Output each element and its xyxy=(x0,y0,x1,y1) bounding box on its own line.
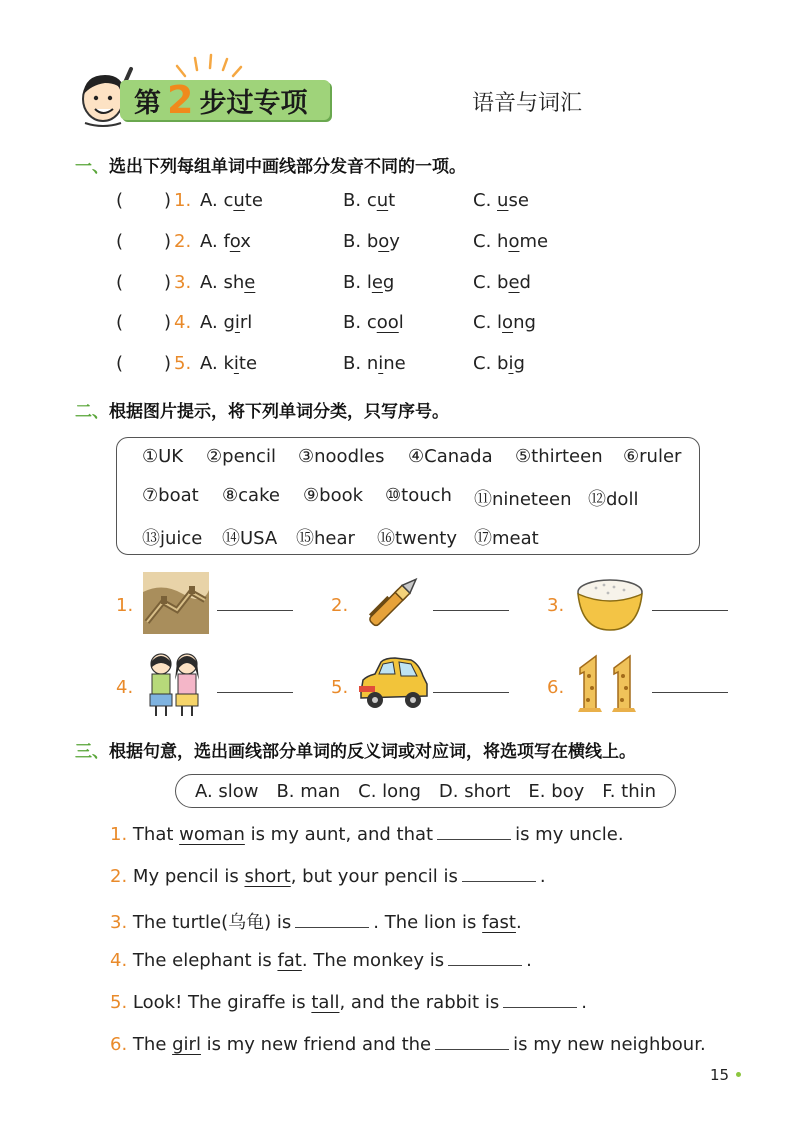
answer-paren-close: ) xyxy=(164,190,172,211)
word-item: ⑥ruler xyxy=(623,446,682,467)
answer-blank-line[interactable] xyxy=(448,964,522,966)
word-item: ⑯twenty xyxy=(377,528,457,549)
answer-paren-close: ) xyxy=(164,312,172,333)
step-prefix: 第 xyxy=(134,87,161,119)
option-b: B. nine xyxy=(343,353,406,374)
picture-label: 3. xyxy=(547,595,565,616)
word-item: ⑰meat xyxy=(474,528,539,549)
word-item: ⑦boat xyxy=(142,485,199,506)
section2-title-text: 根据图片提示，将下列单词分类，只写序号。 xyxy=(109,402,449,422)
step-banner xyxy=(120,80,330,120)
option-a: A. fox xyxy=(200,231,251,252)
word-item: ④Canada xyxy=(408,446,493,467)
sentence-row: 6. The girl is my new friend and the is my new neighbour. xyxy=(110,1034,706,1055)
option-b: B. boy xyxy=(343,231,400,252)
question-number: 2. xyxy=(174,231,192,252)
answer-paren-close: ) xyxy=(164,272,172,293)
rice-bowl-icon xyxy=(574,572,646,634)
car-icon xyxy=(355,656,431,712)
section2-marker: 二、 xyxy=(75,402,109,422)
option-a: A. girl xyxy=(200,312,253,333)
answer-blank-line[interactable] xyxy=(433,692,509,693)
question-number: 4. xyxy=(174,312,192,333)
section1-title-text: 选出下列每组单词中画线部分发音不同的一项。 xyxy=(109,157,466,177)
sentence-row: 1. That woman is my aunt, and that is my uncle. xyxy=(110,824,624,845)
page-subtitle: 语音与词汇 xyxy=(472,91,583,116)
question-number: 3. xyxy=(174,272,192,293)
sentence-row: 3. The turtle(乌龟) is . The lion is fast. xyxy=(110,912,522,933)
word-item: ⑨book xyxy=(303,485,364,506)
answer-blank-line[interactable] xyxy=(503,1006,577,1008)
option-b: B. leg xyxy=(343,272,395,293)
answer-blank-line[interactable] xyxy=(462,880,536,882)
answer-blank-line[interactable] xyxy=(652,692,728,693)
answer-blank-line[interactable] xyxy=(435,1048,509,1050)
option-c: C. long xyxy=(473,312,536,333)
section1-title xyxy=(75,152,466,177)
page-number: 15 xyxy=(710,1066,730,1084)
sentence-row: 5. Look! The giraffe is tall, and the rabbit is . xyxy=(110,992,587,1013)
two-girls-icon xyxy=(143,648,207,718)
option-item: F. thin xyxy=(602,780,657,802)
picture-label: 2. xyxy=(331,595,349,616)
great-wall-icon xyxy=(143,572,209,634)
section3-title-text: 根据句意，选出画线部分单词的反义词或对应词，将选项写在横线上。 xyxy=(109,742,636,762)
option-a: A. kite xyxy=(200,353,258,374)
option-a: A. she xyxy=(200,272,256,293)
sentence-row: 4. The elephant is fat. The monkey is . xyxy=(110,950,532,971)
answer-paren-open[interactable]: ( xyxy=(116,231,124,252)
answer-paren-open[interactable]: ( xyxy=(116,312,124,333)
word-item: ⑭USA xyxy=(222,528,278,549)
word-item: ⑤thirteen xyxy=(515,446,603,467)
step-suffix: 步过专项 xyxy=(199,87,308,119)
number-eleven-icon xyxy=(572,652,646,716)
question-number: 1. xyxy=(174,190,192,211)
answer-blank-line[interactable] xyxy=(217,692,293,693)
word-item: ②pencil xyxy=(206,446,276,467)
question-row xyxy=(116,190,716,216)
answer-paren-close: ) xyxy=(164,231,172,252)
option-c: C. big xyxy=(473,353,525,374)
option-item: D. short xyxy=(438,780,511,802)
word-item: ⑫doll xyxy=(588,489,639,510)
question-row xyxy=(116,272,716,298)
option-a: A. cute xyxy=(200,190,263,211)
option-c: C. use xyxy=(473,190,529,211)
section2-title xyxy=(75,397,449,422)
question-row xyxy=(116,353,716,379)
picture-label: 4. xyxy=(116,677,134,698)
answer-paren-open[interactable]: ( xyxy=(116,272,124,293)
option-c: C. bed xyxy=(473,272,531,293)
option-c: C. home xyxy=(473,231,549,252)
sentence-row: 2. My pencil is short, but your pencil is . xyxy=(110,866,546,887)
section3-title xyxy=(75,737,636,762)
word-item: ⑩touch xyxy=(385,485,452,506)
word-item: ①UK xyxy=(142,446,184,467)
option-b: B. cool xyxy=(343,312,404,333)
option-item: C. long xyxy=(358,780,421,802)
word-item: ⑬juice xyxy=(142,528,203,549)
option-item: E. boy xyxy=(528,780,585,802)
answer-blank-line[interactable] xyxy=(437,838,511,840)
picture-label: 6. xyxy=(547,677,565,698)
answer-blank-line[interactable] xyxy=(433,610,509,611)
section3-marker: 三、 xyxy=(75,742,109,762)
question-number: 5. xyxy=(174,353,192,374)
option-b: B. cut xyxy=(343,190,396,211)
answer-paren-close: ) xyxy=(164,353,172,374)
answer-blank-line[interactable] xyxy=(295,926,369,928)
question-row xyxy=(116,312,716,338)
picture-label: 1. xyxy=(116,595,134,616)
answer-paren-open[interactable]: ( xyxy=(116,190,124,211)
answer-blank-line[interactable] xyxy=(652,610,728,611)
word-item: ③noodles xyxy=(298,446,385,467)
answer-paren-open[interactable]: ( xyxy=(116,353,124,374)
page-dot-icon xyxy=(736,1072,741,1077)
options-box xyxy=(175,774,676,808)
question-row xyxy=(116,231,716,257)
option-item: B. man xyxy=(276,780,341,802)
picture-label: 5. xyxy=(331,677,349,698)
option-item: A. slow xyxy=(194,780,259,802)
sun-rays-icon xyxy=(165,50,245,80)
step-number: 2 xyxy=(167,78,194,122)
section1-marker: 一、 xyxy=(75,157,109,177)
word-item: ⑮hear xyxy=(296,528,355,549)
pen-icon xyxy=(358,570,428,636)
word-item: ⑧cake xyxy=(222,485,280,506)
answer-blank-line[interactable] xyxy=(217,610,293,611)
word-item: ⑪nineteen xyxy=(474,489,572,510)
